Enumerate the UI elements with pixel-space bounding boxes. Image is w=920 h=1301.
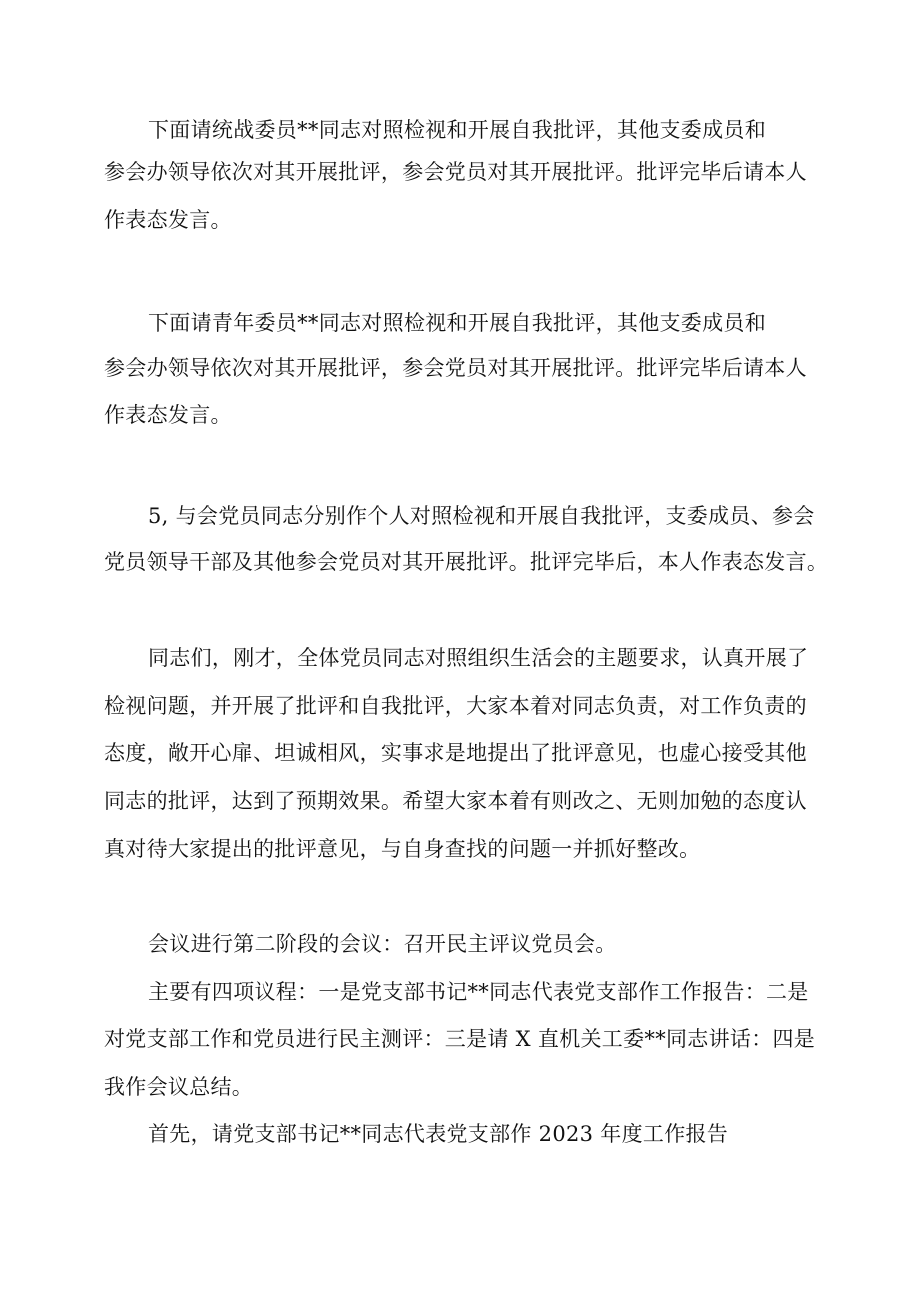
paragraph-line: 党员领导干部及其他参会党员对其开展批评。批评完毕后，本人作表态发言。 (104, 550, 829, 574)
paragraph-line: 作表态发言。 (104, 403, 232, 427)
paragraph-line: 我作会议总结。 (104, 1075, 254, 1099)
paragraph-line: 真对待大家提出的批评意见，与自身查找的问题一并抓好整改。 (104, 837, 701, 861)
paragraph-line: 主要有四项议程：一是党支部书记**同志代表党支部作工作报告：二是 (148, 980, 809, 1004)
paragraph-line: 首先，请党支部书记**同志代表党支部作 2023 年度工作报告 (148, 1122, 729, 1146)
paragraph-line: 会议进行第二阶段的会议：召开民主评议党员会。 (148, 932, 617, 956)
paragraph-line: 态度，敞开心扉、坦诚相风，实事求是地提出了批评意见，也虚心接受其他 (104, 741, 807, 765)
paragraph-line: 参会办领导依次对其开展批评，参会党员对其开展批评。批评完毕后请本人 (104, 160, 807, 184)
paragraph-line: 检视问题，并开展了批评和自我批评，大家本着对同志负责，对工作负责的 (104, 694, 807, 718)
paragraph-line: 同志们，刚才，全体党员同志对照组织生活会的主题要求，认真开展了 (148, 646, 809, 670)
paragraph-line: 下面请统战委员**同志对照检视和开展自我批评，其他支委成员和 (148, 118, 766, 142)
paragraph-line: 下面请青年委员**同志对照检视和开展自我批评，其他支委成员和 (148, 311, 766, 335)
paragraph-line: 同志的批评，达到了预期效果。希望大家本着有则改之、无则加勉的态度认 (104, 789, 807, 813)
paragraph-line: 对党支部工作和党员进行民主测评：三是请 X 直机关工委**同志讲话：四是 (104, 1027, 816, 1051)
paragraph-line: 5, 与会党员同志分别作个人对照检视和开展自我批评，支委成员、参会 (148, 504, 815, 528)
paragraph-line: 参会办领导依次对其开展批评，参会党员对其开展批评。批评完毕后请本人 (104, 356, 807, 380)
paragraph-line: 作表态发言。 (104, 208, 232, 232)
